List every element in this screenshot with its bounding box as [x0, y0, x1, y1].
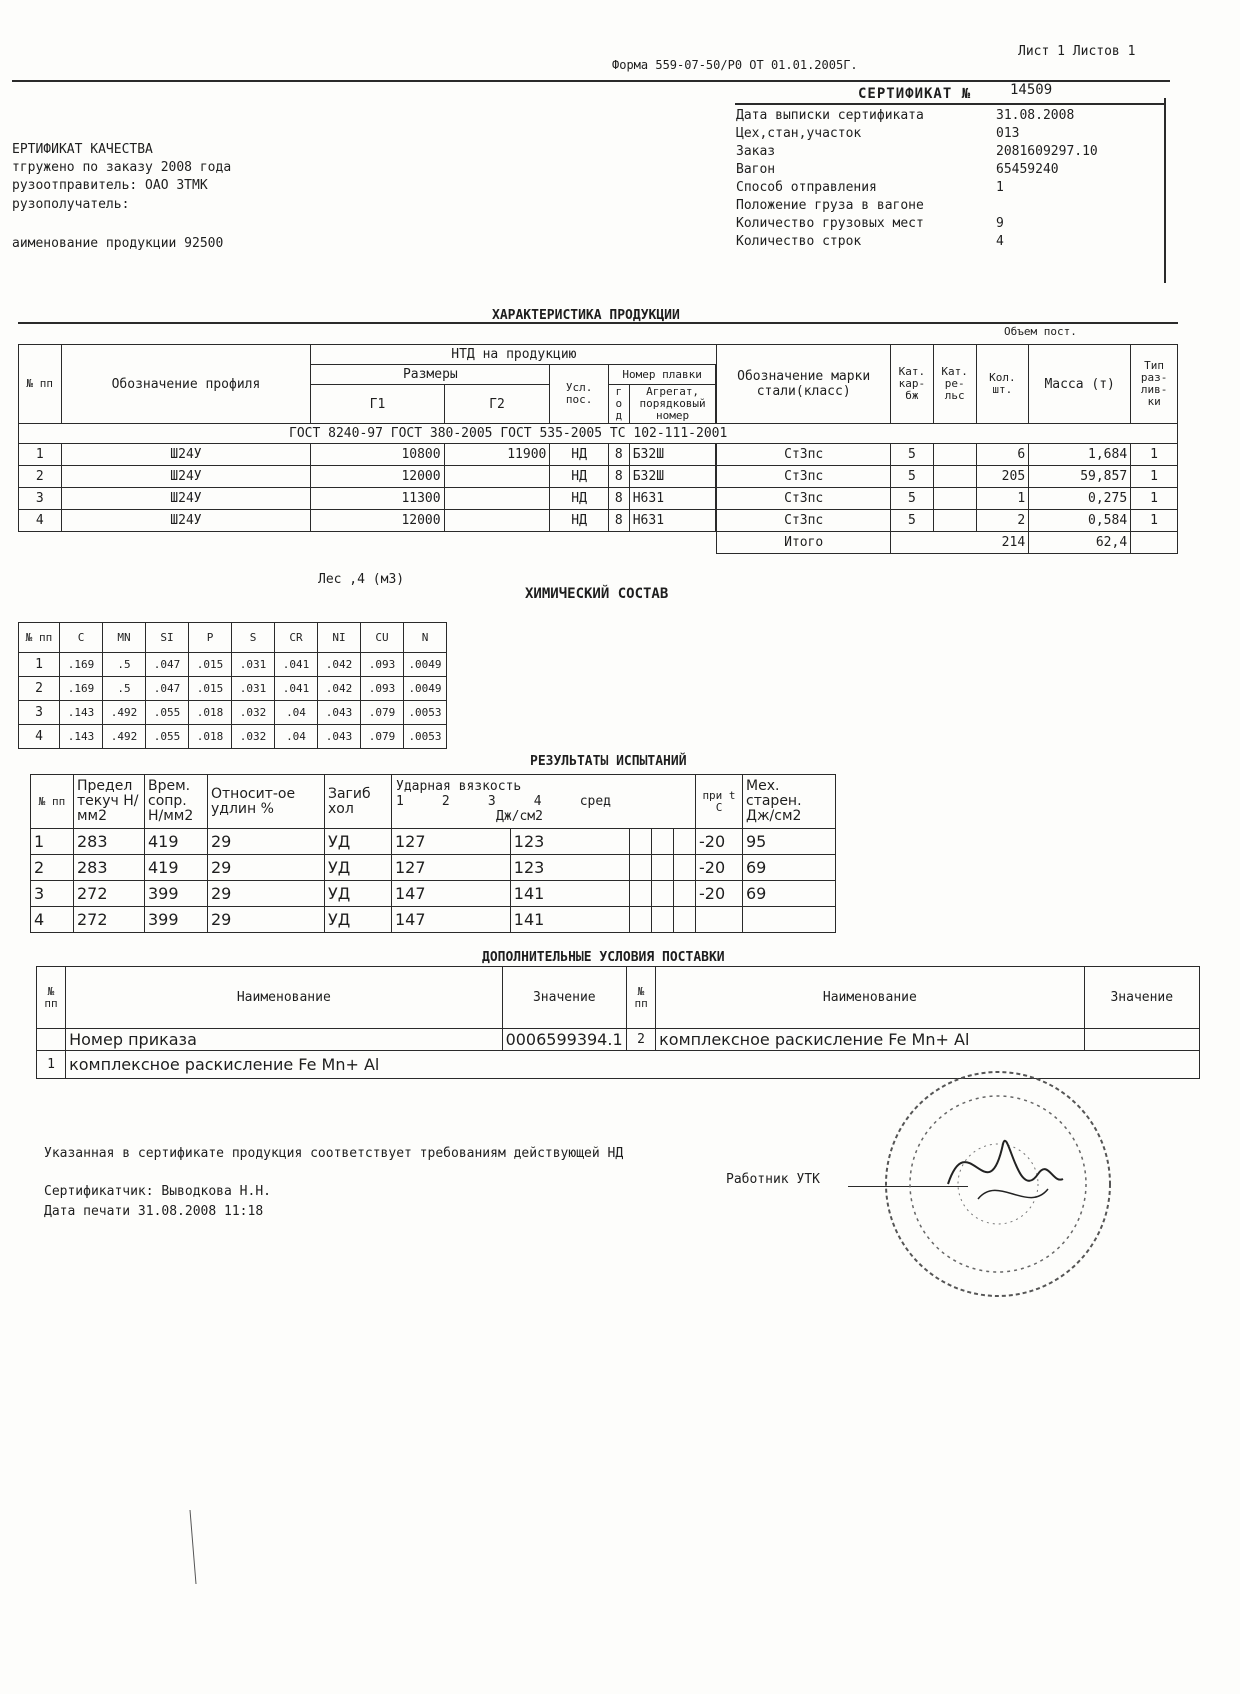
row-heat: Б32Ш: [629, 444, 716, 466]
row-kat: 5: [890, 488, 933, 510]
info-label: Дата выписки сертификата: [736, 108, 924, 123]
chem-row-num: 4: [19, 725, 60, 749]
row-god: 8: [608, 488, 629, 510]
test-temp: -20: [696, 829, 743, 855]
row-kat-rel: [933, 510, 976, 532]
col-mass: Масса (т): [1029, 345, 1131, 424]
tcol-units: Дж/см2: [496, 809, 543, 824]
otk-worker: Работник УТК: [726, 1172, 820, 1187]
test-yield: 283: [74, 855, 145, 881]
test-elong: 29: [208, 907, 325, 933]
chem-value: .018: [189, 701, 232, 725]
conditions-table: [36, 966, 1200, 1079]
chem-value: .055: [146, 701, 189, 725]
test-c3: [629, 829, 651, 855]
chem-value: .042: [318, 653, 361, 677]
chem-row: [19, 725, 447, 749]
stamp-seal: [878, 1064, 1118, 1304]
test-aging: [743, 907, 836, 933]
product-name: аименование продукции 92500: [12, 236, 224, 251]
chem-header: MN: [103, 623, 146, 653]
col-g1: Г1: [311, 385, 444, 424]
row-num: 1: [19, 444, 62, 466]
shipped-by-order: тгружено по заказу 2008 года: [12, 160, 232, 175]
product-row: [19, 488, 1178, 510]
volume-label: Объем пост.: [1004, 325, 1077, 338]
test-tensile: 419: [145, 829, 208, 855]
total-label: Итого: [717, 532, 891, 554]
chem-value: .143: [60, 701, 103, 725]
row-g2: [444, 510, 550, 532]
scan-mark: [188, 1508, 200, 1588]
test-row: [31, 881, 836, 907]
col-agg: Агрегат, порядковый номер: [629, 385, 716, 424]
test-yield: 283: [74, 829, 145, 855]
chem-value: .04: [275, 725, 318, 749]
info-value: 4: [996, 234, 1004, 249]
cert-number: 14509: [1010, 82, 1053, 98]
row-god: 8: [608, 444, 629, 466]
row-g1: 11300: [311, 488, 444, 510]
test-avg: [673, 855, 695, 881]
print-date: Дата печати 31.08.2008 11:18: [44, 1204, 264, 1219]
ccol-num: № пп: [37, 967, 66, 1029]
cond-order-value: 0006599394.1: [502, 1029, 626, 1051]
chem-value: .079: [361, 725, 404, 749]
test-tensile: 419: [145, 855, 208, 881]
row-type: 1: [1131, 510, 1178, 532]
col-profile: Обозначение профиля: [61, 345, 311, 424]
info-value: 013: [996, 126, 1020, 141]
chem-header: C: [60, 623, 103, 653]
tcol-impact-group: [392, 775, 696, 829]
test-c2: 141: [510, 881, 629, 907]
total-mass: 62,4: [1029, 532, 1131, 554]
info-label: Цех,стан,участок: [736, 126, 862, 141]
test-row: [31, 907, 836, 933]
test-bend: УД: [325, 855, 392, 881]
chem-value: .047: [146, 677, 189, 701]
info-label: Вагон: [736, 162, 776, 177]
test-c2: 141: [510, 907, 629, 933]
row-g1: 10800: [311, 444, 444, 466]
ccol-value: Значение: [502, 967, 626, 1029]
chem-row-num: 1: [19, 653, 60, 677]
row-profile: Ш24У: [61, 444, 311, 466]
chem-value: .042: [318, 677, 361, 701]
tests-title: РЕЗУЛЬТАТЫ ИСПЫТАНИЙ: [530, 754, 687, 769]
test-tensile: 399: [145, 907, 208, 933]
ccol-name: Наименование: [66, 967, 502, 1029]
tcol-impact: Ударная вязкость: [396, 779, 522, 794]
chem-value: .079: [361, 701, 404, 725]
chem-value: .0053: [404, 725, 447, 749]
test-c1: 147: [392, 907, 511, 933]
chem-value: .093: [361, 677, 404, 701]
row-heat: Б32Ш: [629, 466, 716, 488]
test-avg: [673, 881, 695, 907]
row-qty: 205: [976, 466, 1029, 488]
row-type: 1: [1131, 444, 1178, 466]
row-type: 1: [1131, 488, 1178, 510]
chem-value: .015: [189, 677, 232, 701]
chem-value: .041: [275, 653, 318, 677]
test-c4: [651, 881, 673, 907]
col-sizes: Размеры: [311, 365, 550, 385]
chem-header: N: [404, 623, 447, 653]
top-rule: [12, 80, 1170, 82]
info-label: Заказ: [736, 144, 776, 159]
chem-value: .031: [232, 677, 275, 701]
col-usl: Усл. пос.: [550, 365, 608, 424]
product-row: [19, 444, 1178, 466]
ccol-value2: Значение: [1084, 967, 1199, 1029]
cond-num-2: 2: [627, 1029, 656, 1051]
test-aging: 69: [743, 881, 836, 907]
test-c4: [651, 907, 673, 933]
test-c3: [629, 855, 651, 881]
ccol-name2: Наименование: [656, 967, 1084, 1029]
row-kat-rel: [933, 488, 976, 510]
row-num: 2: [19, 466, 62, 488]
chem-row: [19, 653, 447, 677]
test-bend: УД: [325, 907, 392, 933]
row-qty: 1: [976, 488, 1029, 510]
chem-value: .169: [60, 653, 103, 677]
chem-header: CU: [361, 623, 404, 653]
chem-value: .492: [103, 701, 146, 725]
product-title: ХАРАКТЕРИСТИКА ПРОДУКЦИИ: [492, 308, 680, 323]
chem-value: .041: [275, 677, 318, 701]
chem-value: .043: [318, 701, 361, 725]
test-c1: 127: [392, 829, 511, 855]
chem-value: .043: [318, 725, 361, 749]
row-type: 1: [1131, 466, 1178, 488]
test-num: 4: [31, 907, 74, 933]
tcol-yield: Предел текуч Н/мм2: [74, 775, 145, 829]
row-usl: НД: [550, 488, 608, 510]
test-c3: [629, 907, 651, 933]
chem-value: .5: [103, 653, 146, 677]
tcol-avg: сред: [579, 794, 611, 809]
ccol-num2: № пп: [627, 967, 656, 1029]
test-c4: [651, 829, 673, 855]
test-avg: [673, 907, 695, 933]
chem-value: .0053: [404, 701, 447, 725]
info-value: 2081609297.10: [996, 144, 1098, 159]
row-kat: 5: [890, 466, 933, 488]
tcol-c4: 4: [533, 794, 542, 809]
conformity-statement: Указанная в сертификате продукция соответствует требованиям действующей НД: [44, 1146, 624, 1161]
product-table: [18, 344, 1178, 554]
tcol-tensile: Врем. сопр. Н/мм2: [145, 775, 208, 829]
chem-value: .04: [275, 701, 318, 725]
test-yield: 272: [74, 907, 145, 933]
cond-order-label: Номер приказа: [66, 1029, 502, 1051]
chem-row-num: 3: [19, 701, 60, 725]
test-num: 3: [31, 881, 74, 907]
chem-value: .047: [146, 653, 189, 677]
row-steel: Ст3пс: [717, 444, 891, 466]
test-row: [31, 855, 836, 881]
row-steel: Ст3пс: [717, 488, 891, 510]
col-ntd: НТД на продукцию: [311, 345, 717, 365]
col-god: г о д: [608, 385, 629, 424]
tests-table: [30, 774, 836, 933]
test-temp: -20: [696, 855, 743, 881]
test-temp: -20: [696, 881, 743, 907]
info-value: 9: [996, 216, 1004, 231]
row-g2: [444, 488, 550, 510]
info-label: Способ отправления: [736, 180, 877, 195]
cert-label: СЕРТИФИКАТ №: [858, 86, 972, 102]
chem-row: [19, 677, 447, 701]
product-row: [19, 510, 1178, 532]
total-qty: 214: [890, 532, 1028, 554]
row-god: 8: [608, 510, 629, 532]
row-kat-rel: [933, 466, 976, 488]
row-num: 4: [19, 510, 62, 532]
row-g2: [444, 466, 550, 488]
info-label: Количество строк: [736, 234, 862, 249]
consignee: рузополучатель:: [12, 197, 130, 212]
chem-value: .032: [232, 725, 275, 749]
test-avg: [673, 829, 695, 855]
test-c2: 123: [510, 855, 629, 881]
chem-header: CR: [275, 623, 318, 653]
row-qty: 2: [976, 510, 1029, 532]
test-elong: 29: [208, 881, 325, 907]
test-num: 1: [31, 829, 74, 855]
row-mass: 0,275: [1029, 488, 1131, 510]
row-usl: НД: [550, 510, 608, 532]
row-g1: 12000: [311, 510, 444, 532]
tcol-elong: Относит-ое удлин %: [208, 775, 325, 829]
row-profile: Ш24У: [61, 488, 311, 510]
test-aging: 95: [743, 829, 836, 855]
col-qty: Кол. шт.: [976, 345, 1029, 424]
row-heat: Н631: [629, 488, 716, 510]
test-row: [31, 829, 836, 855]
chem-header: NI: [318, 623, 361, 653]
col-g2: Г2: [444, 385, 550, 424]
chem-value: .093: [361, 653, 404, 677]
info-label: Положение груза в вагоне: [736, 198, 924, 213]
forest-volume: Лес ,4 (м3): [318, 572, 405, 587]
tcol-c3: 3: [487, 794, 496, 809]
row-g1: 12000: [311, 466, 444, 488]
chem-value: .143: [60, 725, 103, 749]
form-number: Форма 559-07-50/Р0 ОТ 01.01.2005Г.: [612, 58, 858, 72]
sheet-info: Лист 1 Листов 1: [1018, 44, 1136, 59]
row-kat: 5: [890, 444, 933, 466]
row-profile: Ш24У: [61, 510, 311, 532]
row-god: 8: [608, 466, 629, 488]
test-tensile: 399: [145, 881, 208, 907]
row-qty: 6: [976, 444, 1029, 466]
test-aging: 69: [743, 855, 836, 881]
chem-table: [18, 622, 447, 749]
test-c2: 123: [510, 829, 629, 855]
row-usl: НД: [550, 444, 608, 466]
col-kat-rel: Кат. ре- льс: [933, 345, 976, 424]
cond-deox-left: комплексное раскисление Fe Mn+ Al: [66, 1051, 1200, 1079]
chem-header: SI: [146, 623, 189, 653]
chem-header: S: [232, 623, 275, 653]
row-mass: 1,684: [1029, 444, 1131, 466]
chem-header: P: [189, 623, 232, 653]
row-steel: Ст3пс: [717, 466, 891, 488]
test-num: 2: [31, 855, 74, 881]
test-bend: УД: [325, 881, 392, 907]
test-elong: 29: [208, 855, 325, 881]
tcol-num: № пп: [31, 775, 74, 829]
chem-value: .015: [189, 653, 232, 677]
row-heat: Н631: [629, 510, 716, 532]
chem-value: .0049: [404, 677, 447, 701]
test-yield: 272: [74, 881, 145, 907]
test-bend: УД: [325, 829, 392, 855]
chem-value: .032: [232, 701, 275, 725]
row-kat-rel: [933, 444, 976, 466]
row-mass: 0,584: [1029, 510, 1131, 532]
conditions-title: ДОПОЛНИТЕЛЬНЫЕ УСЛОВИЯ ПОСТАВКИ: [482, 950, 725, 965]
tcol-temp: при t C: [696, 775, 743, 829]
tcol-c2: 2: [441, 794, 450, 809]
col-steel: Обозначение марки стали(класс): [717, 345, 891, 424]
chem-value: .5: [103, 677, 146, 701]
chem-value: .0049: [404, 653, 447, 677]
chem-value: .492: [103, 725, 146, 749]
chem-value: .018: [189, 725, 232, 749]
test-c1: 127: [392, 855, 511, 881]
chem-value: .169: [60, 677, 103, 701]
product-row: [19, 466, 1178, 488]
row-kat: 5: [890, 510, 933, 532]
info-value: 65459240: [996, 162, 1059, 177]
header-border: [1164, 98, 1166, 283]
chem-value: .031: [232, 653, 275, 677]
certifier: Сертификатчик: Выводкова Н.Н.: [44, 1184, 271, 1199]
test-temp: [696, 907, 743, 933]
info-label: Количество грузовых мест: [736, 216, 924, 231]
test-c3: [629, 881, 651, 907]
chem-row: [19, 701, 447, 725]
test-elong: 29: [208, 829, 325, 855]
test-c4: [651, 855, 673, 881]
info-value: 1: [996, 180, 1004, 195]
row-profile: Ш24У: [61, 466, 311, 488]
chem-header: № пп: [19, 623, 60, 653]
test-c1: 147: [392, 881, 511, 907]
cond-deox-right: комплексное раскисление Fe Mn+ Al: [656, 1029, 1084, 1051]
col-heat: Номер плавки: [608, 365, 716, 385]
row-steel: Ст3пс: [717, 510, 891, 532]
chem-title: ХИМИЧЕСКИЙ СОСТАВ: [525, 586, 669, 602]
col-roll-type: Тип раз- лив- ки: [1131, 345, 1178, 424]
chem-row-num: 2: [19, 677, 60, 701]
col-kat-carb: Кат. кар- бж: [890, 345, 933, 424]
cond-num-1: 1: [37, 1051, 66, 1079]
tcol-aging: Мех. старен. Дж/см2: [743, 775, 836, 829]
tcol-bend: Загиб хол: [325, 775, 392, 829]
tcol-c1: 1: [396, 794, 404, 809]
gost-line: ГОСТ 8240-97 ГОСТ 380-2005 ГОСТ 535-2005 ТС 102-111-2001: [19, 424, 1178, 444]
header-rule: [735, 103, 1165, 105]
shipper: рузоотправитель: ОАО ЗТМК: [12, 178, 208, 193]
info-value: 31.08.2008: [996, 108, 1075, 123]
row-mass: 59,857: [1029, 466, 1131, 488]
row-g2: 11900: [444, 444, 550, 466]
row-usl: НД: [550, 466, 608, 488]
col-num: № пп: [19, 345, 62, 424]
doc-title: ЕРТИФИКАТ КАЧЕСТВА: [12, 142, 153, 157]
chem-value: .055: [146, 725, 189, 749]
row-num: 3: [19, 488, 62, 510]
